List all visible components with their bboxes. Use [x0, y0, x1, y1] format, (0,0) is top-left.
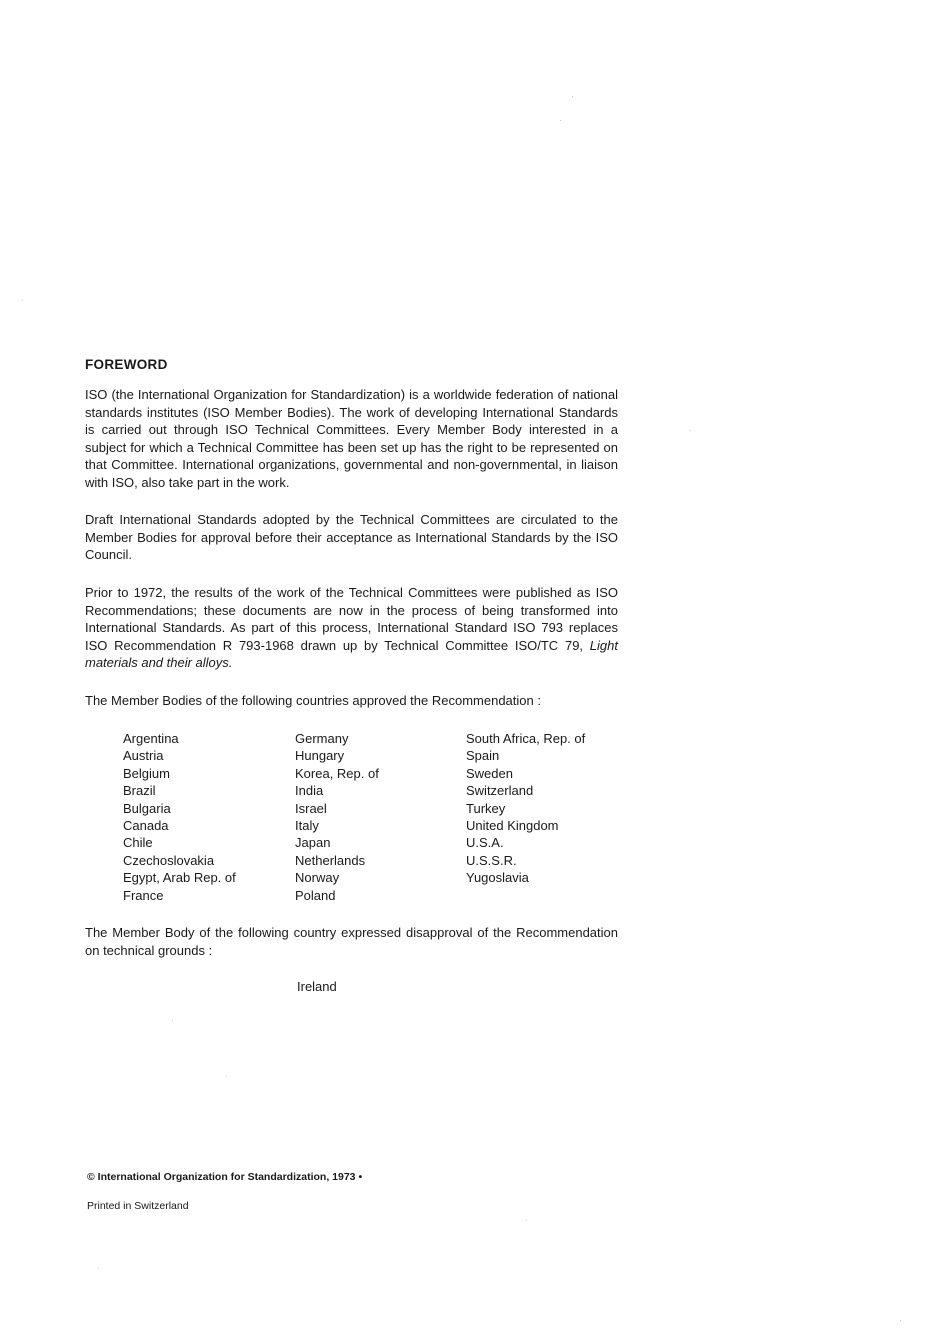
approving-countries-column-3	[466, 730, 585, 887]
printed-location: Printed in Switzerland	[87, 1200, 189, 1212]
copyright-notice: © International Organization for Standardization, 1973 •	[87, 1171, 363, 1183]
paragraph3-text: Prior to 1972, the results of the work of the Technical Committees were published as ISO Recommendations; these documents are now in the process of being transformed into International Standards. As part of this process, International Standard ISO 793 replaces ISO Recommendation R 793-1968 drawn up by Technical Committee ISO/TC 79,	[85, 585, 618, 653]
country-name: Sweden	[466, 765, 513, 781]
country-name: Spain	[466, 748, 500, 764]
country-name: Austria	[123, 748, 164, 764]
country-name: South Africa, Rep. of	[466, 731, 586, 746]
country-name: United Kingdom	[466, 818, 559, 834]
disapproving-country: Ireland	[297, 979, 337, 994]
country-name: Hungary	[295, 748, 345, 764]
country-name: Germany	[295, 731, 349, 746]
country-name: Brazil	[123, 783, 156, 799]
scan-speck	[900, 1320, 901, 1321]
country-name: U.S.S.R.	[466, 852, 517, 868]
country-name: Canada	[123, 818, 169, 834]
country-name: Chile	[123, 835, 153, 851]
country-name: Turkey	[466, 800, 506, 816]
country-name: Israel	[295, 800, 327, 816]
country-name: India	[295, 783, 324, 799]
scan-speck	[526, 1220, 527, 1221]
foreword-paragraph-draft-standards: Draft International Standards adopted by the Technical Committees are circulated to the Member Bodies for approval before their acceptance as International Standards by the ISO Council.	[85, 512, 618, 562]
scan-speck	[226, 1076, 227, 1077]
country-name: Poland	[295, 887, 336, 903]
country-name: France	[123, 887, 164, 903]
approving-countries-column-1	[123, 730, 236, 904]
country-name: Italy	[295, 818, 319, 834]
approval-intro: The Member Bodies of the following countries approved the Recommendation :	[85, 693, 541, 708]
foreword-paragraph-recommendation-history	[85, 584, 618, 672]
country-name: Czechoslovakia	[123, 852, 215, 868]
scan-speck	[560, 120, 561, 121]
country-name: Argentina	[123, 731, 179, 746]
foreword-heading: FOREWORD	[85, 357, 168, 372]
scan-speck	[98, 1268, 99, 1269]
committee-title: Light materials and their alloys.	[85, 637, 618, 670]
country-name: Japan	[295, 835, 331, 851]
disapproval-intro: The Member Body of the following country expressed disapproval of the Recommendation on technical grounds :	[85, 925, 618, 958]
scan-speck	[172, 1020, 173, 1021]
scan-speck	[22, 300, 23, 301]
foreword-paragraph-iso-intro: ISO (the International Organization for Standardization) is a worldwide federation of national standards institutes (ISO Member Bodies). The work of developing International Standards is carried out through ISO Technical Committees. Every Member Body interested in a subject for which a Technical Committee has been set up has the right to be represented on that Committee. International organizations, governmental and non-governmental, in liaison with ISO, also take part in the work.	[85, 387, 618, 490]
country-name: Switzerland	[466, 783, 534, 799]
approving-countries-column-2	[295, 730, 379, 904]
country-name: Egypt, Arab Rep. of	[123, 870, 236, 886]
country-name: Yugoslavia	[466, 870, 529, 886]
country-name: Norway	[295, 870, 340, 886]
country-name: Belgium	[123, 765, 170, 781]
scan-speck	[690, 430, 691, 431]
country-name: Korea, Rep. of	[295, 765, 379, 781]
scan-speck	[572, 96, 573, 97]
country-name: Netherlands	[295, 852, 366, 868]
country-name: Bulgaria	[123, 800, 171, 816]
country-name: U.S.A.	[466, 835, 504, 851]
